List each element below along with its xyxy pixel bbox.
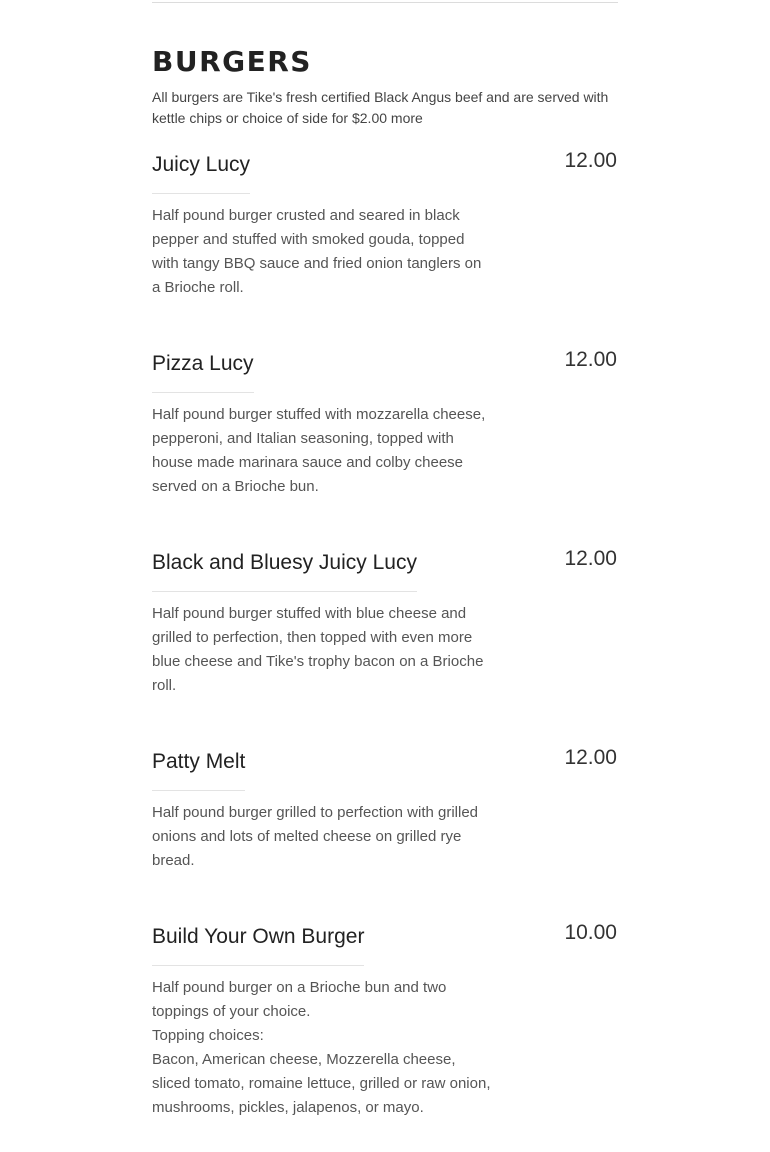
item-price: 12.00 [564,547,617,570]
item-name-underline [152,748,245,791]
menu-item [152,350,618,499]
item-name-underline [152,923,364,966]
menu-item [152,748,618,873]
menu-item [152,923,618,1120]
menu-item [152,549,618,698]
top-divider [152,2,618,3]
item-description: Half pound burger stuffed with mozzarella cheese, pepperoni, and Italian seasoning, topped with house made marinara sauce and colby cheese served on a Brioche bun. [152,406,486,495]
item-name: Patty Melt [152,750,246,773]
item-description: Half pound burger on a Brioche bun and two toppings of your choice. Topping choices: Bacon, American cheese, Mozzerella cheese, sliced tomato, romaine lettuce, grilled or raw onion, mushrooms, pickles, jalapenos, or mayo. [152,979,491,1116]
item-name: Black and Bluesy Juicy Lucy [152,551,417,574]
menu-section [152,0,618,1120]
item-price: 12.00 [564,746,617,769]
item-name-underline [152,151,250,194]
section-description: All burgers are Tike's fresh certified Black Angus beef and are served with kettle chips or choice of side for $2.00 more [152,89,609,126]
item-description: Half pound burger grilled to perfection with grilled onions and lots of melted cheese on grilled rye bread. [152,804,479,869]
item-description: Half pound burger crusted and seared in black pepper and stuffed with smoked gouda, topped with tangy BBQ sauce and fried onion tanglers on a Brioche roll. [152,207,482,296]
item-description: Half pound burger stuffed with blue cheese and grilled to perfection, then topped with even more blue cheese and Tike's trophy bacon on a Brioche roll. [152,605,484,694]
item-name: Pizza Lucy [152,352,254,375]
item-name-underline [152,549,417,592]
item-name: Juicy Lucy [152,153,251,176]
section-title: BURGERS [152,45,312,78]
item-price: 12.00 [564,348,617,371]
item-name-underline [152,350,254,393]
menu-item [152,151,618,300]
item-price: 12.00 [564,149,617,172]
item-name: Build Your Own Burger [152,925,365,948]
item-price: 10.00 [564,921,617,944]
